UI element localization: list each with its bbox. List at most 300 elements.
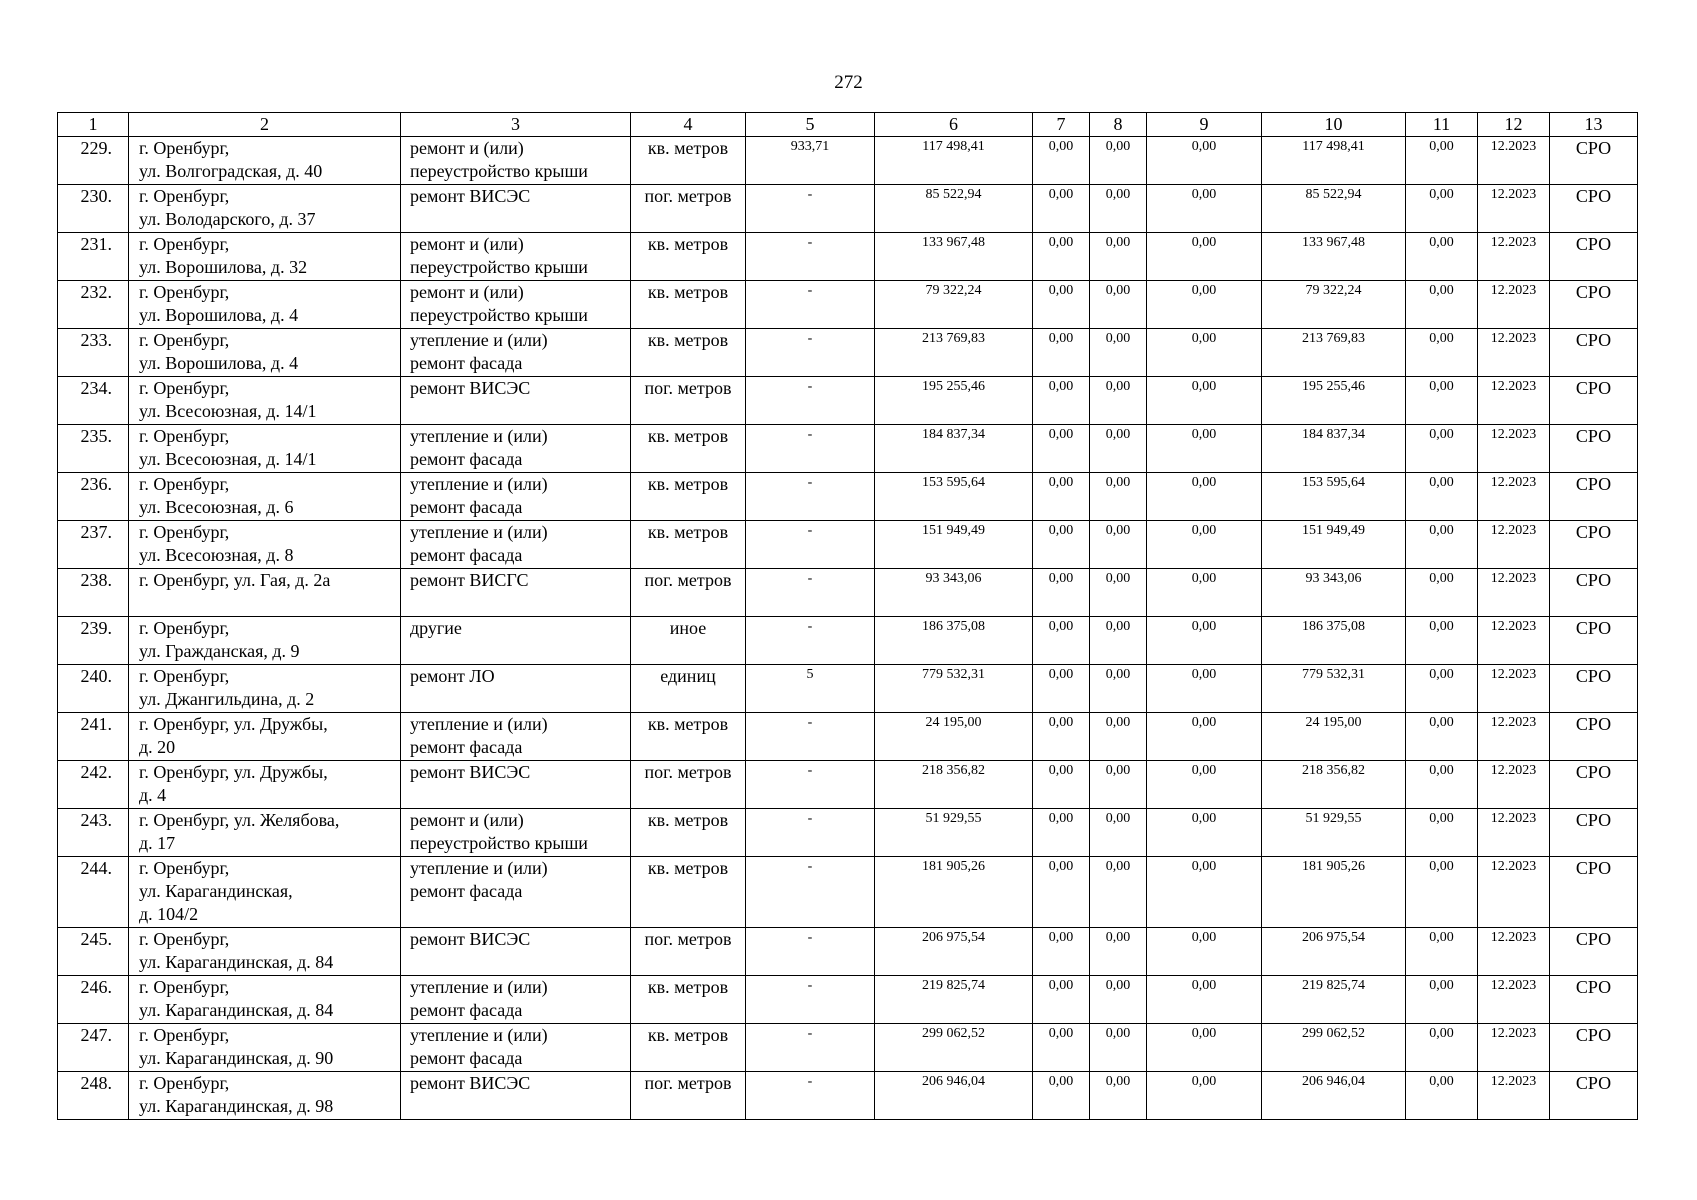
column-header-8: 8 [1090,113,1147,137]
col10-cell: 779 532,31 [1262,665,1406,713]
work-type-cell-line: утепление и (или) [410,858,548,878]
unit-cell: пог. метров [631,928,746,976]
quantity-cell: - [746,976,875,1024]
row-number: 236. [58,473,129,521]
deadline-cell: 12.2023 [1478,809,1550,857]
col11-cell: 0,00 [1406,233,1478,281]
deadline-cell: 12.2023 [1478,473,1550,521]
work-type-cell-line: другие [410,618,462,638]
col8-cell: 0,00 [1090,569,1147,617]
source-cell: СРО [1550,809,1638,857]
deadline-cell: 12.2023 [1478,569,1550,617]
col7-cell: 0,00 [1033,809,1090,857]
total-cost-cell: 218 356,82 [875,761,1033,809]
total-cost-cell: 153 595,64 [875,473,1033,521]
col9-cell: 0,00 [1147,617,1262,665]
quantity-cell: - [746,473,875,521]
address-cell [129,233,401,281]
row-number: 237. [58,521,129,569]
address-cell-line: г. Оренбург, ул. Гая, д. 2а [139,570,331,590]
work-type-cell-line: ремонт и (или) [410,282,524,302]
address-cell [129,809,401,857]
work-type-cell-line: утепление и (или) [410,522,548,542]
address-cell [129,521,401,569]
table-row [58,377,1638,425]
quantity-cell: - [746,809,875,857]
row-number: 243. [58,809,129,857]
column-header-12: 12 [1478,113,1550,137]
col11-cell: 0,00 [1406,1072,1478,1120]
work-type-cell [401,713,631,761]
program-table [57,112,1638,1120]
col8-cell: 0,00 [1090,473,1147,521]
total-cost-cell: 206 946,04 [875,1072,1033,1120]
work-type-cell-line: переустройство крыши [410,305,588,325]
col10-cell: 299 062,52 [1262,1024,1406,1072]
deadline-cell: 12.2023 [1478,137,1550,185]
col9-cell: 0,00 [1147,377,1262,425]
col9-cell: 0,00 [1147,857,1262,928]
work-type-cell [401,137,631,185]
col11-cell: 0,00 [1406,569,1478,617]
unit-cell: кв. метров [631,281,746,329]
work-type-cell-line: переустройство крыши [410,833,588,853]
deadline-cell: 12.2023 [1478,281,1550,329]
col11-cell: 0,00 [1406,857,1478,928]
quantity-cell: - [746,569,875,617]
col11-cell: 0,00 [1406,281,1478,329]
address-cell-line: г. Оренбург, [139,330,230,350]
total-cost-cell: 85 522,94 [875,185,1033,233]
quantity-cell: - [746,329,875,377]
address-cell [129,185,401,233]
col10-cell: 79 322,24 [1262,281,1406,329]
total-cost-cell: 213 769,83 [875,329,1033,377]
row-number: 231. [58,233,129,281]
table-row [58,281,1638,329]
work-type-cell [401,1024,631,1072]
work-type-cell [401,617,631,665]
work-type-cell-line: ремонт ВИСГС [410,570,529,590]
col7-cell: 0,00 [1033,137,1090,185]
col11-cell: 0,00 [1406,809,1478,857]
work-type-cell [401,521,631,569]
col10-cell: 151 949,49 [1262,521,1406,569]
col7-cell: 0,00 [1033,857,1090,928]
col7-cell: 0,00 [1033,761,1090,809]
address-cell-line: ул. Ворошилова, д. 4 [139,353,299,373]
quantity-cell: - [746,185,875,233]
col8-cell: 0,00 [1090,809,1147,857]
col7-cell: 0,00 [1033,473,1090,521]
work-type-cell [401,857,631,928]
deadline-cell: 12.2023 [1478,377,1550,425]
address-cell-line: г. Оренбург, [139,474,230,494]
deadline-cell: 12.2023 [1478,185,1550,233]
col11-cell: 0,00 [1406,329,1478,377]
address-cell-line: г. Оренбург, [139,234,230,254]
deadline-cell: 12.2023 [1478,761,1550,809]
col9-cell: 0,00 [1147,137,1262,185]
work-type-cell [401,809,631,857]
col7-cell: 0,00 [1033,377,1090,425]
col11-cell: 0,00 [1406,617,1478,665]
col10-cell: 206 946,04 [1262,1072,1406,1120]
total-cost-cell: 219 825,74 [875,976,1033,1024]
col9-cell: 0,00 [1147,473,1262,521]
address-cell-line: ул. Всесоюзная, д. 14/1 [139,401,317,421]
deadline-cell: 12.2023 [1478,521,1550,569]
table-row [58,976,1638,1024]
col11-cell: 0,00 [1406,425,1478,473]
unit-cell: кв. метров [631,976,746,1024]
column-header-10: 10 [1262,113,1406,137]
source-cell: СРО [1550,761,1638,809]
work-type-cell-line: ремонт фасада [410,353,523,373]
address-cell [129,329,401,377]
source-cell: СРО [1550,976,1638,1024]
col9-cell: 0,00 [1147,665,1262,713]
work-type-cell-line: переустройство крыши [410,257,588,277]
address-cell-line: г. Оренбург, [139,1073,230,1093]
table-row [58,809,1638,857]
col9-cell: 0,00 [1147,1024,1262,1072]
deadline-cell: 12.2023 [1478,617,1550,665]
address-cell-line: ул. Карагандинская, д. 84 [139,952,334,972]
quantity-cell: - [746,281,875,329]
work-type-cell-line: ремонт ВИСЭС [410,1073,531,1093]
row-number: 244. [58,857,129,928]
col10-cell: 186 375,08 [1262,617,1406,665]
col7-cell: 0,00 [1033,713,1090,761]
work-type-cell-line: ремонт фасада [410,1048,523,1068]
unit-cell: кв. метров [631,857,746,928]
quantity-cell: - [746,377,875,425]
col8-cell: 0,00 [1090,329,1147,377]
total-cost-cell: 117 498,41 [875,137,1033,185]
address-cell [129,761,401,809]
total-cost-cell: 133 967,48 [875,233,1033,281]
address-cell-line: ул. Всесоюзная, д. 8 [139,545,294,565]
address-cell-line: ул. Ворошилова, д. 32 [139,257,308,277]
row-number: 238. [58,569,129,617]
quantity-cell: - [746,928,875,976]
address-cell-line: г. Оренбург, ул. Дружбы, [139,714,328,734]
unit-cell: иное [631,617,746,665]
address-cell-line: ул. Володарского, д. 37 [139,209,316,229]
col7-cell: 0,00 [1033,1072,1090,1120]
source-cell: СРО [1550,137,1638,185]
source-cell: СРО [1550,185,1638,233]
col10-cell: 93 343,06 [1262,569,1406,617]
quantity-cell: 933,71 [746,137,875,185]
work-type-cell [401,976,631,1024]
address-cell-line: г. Оренбург, [139,378,230,398]
source-cell: СРО [1550,1024,1638,1072]
col9-cell: 0,00 [1147,185,1262,233]
source-cell: СРО [1550,473,1638,521]
work-type-cell-line: утепление и (или) [410,1025,548,1045]
col7-cell: 0,00 [1033,521,1090,569]
work-type-cell-line: ремонт ВИСЭС [410,378,531,398]
address-cell-line: ул. Карагандинская, д. 98 [139,1096,334,1116]
source-cell: СРО [1550,281,1638,329]
row-number: 234. [58,377,129,425]
col10-cell: 24 195,00 [1262,713,1406,761]
col8-cell: 0,00 [1090,976,1147,1024]
address-cell-line: ул. Гражданская, д. 9 [139,641,300,661]
header-row [58,113,1638,137]
col7-cell: 0,00 [1033,425,1090,473]
row-number: 241. [58,713,129,761]
total-cost-cell: 184 837,34 [875,425,1033,473]
work-type-cell-line: ремонт и (или) [410,234,524,254]
total-cost-cell: 51 929,55 [875,809,1033,857]
column-header-5: 5 [746,113,875,137]
address-cell-line: ул. Карагандинская, [139,881,293,901]
quantity-cell: - [746,521,875,569]
deadline-cell: 12.2023 [1478,928,1550,976]
col11-cell: 0,00 [1406,761,1478,809]
unit-cell: кв. метров [631,713,746,761]
col7-cell: 0,00 [1033,928,1090,976]
source-cell: СРО [1550,569,1638,617]
source-cell: СРО [1550,377,1638,425]
col9-cell: 0,00 [1147,569,1262,617]
quantity-cell: - [746,1024,875,1072]
deadline-cell: 12.2023 [1478,425,1550,473]
address-cell-line: ул. Волгоградская, д. 40 [139,161,323,181]
col7-cell: 0,00 [1033,976,1090,1024]
total-cost-cell: 206 975,54 [875,928,1033,976]
col8-cell: 0,00 [1090,713,1147,761]
col9-cell: 0,00 [1147,928,1262,976]
column-header-7: 7 [1033,113,1090,137]
work-type-cell-line: утепление и (или) [410,474,548,494]
row-number: 247. [58,1024,129,1072]
col8-cell: 0,00 [1090,1024,1147,1072]
unit-cell: кв. метров [631,1024,746,1072]
quantity-cell: - [746,1072,875,1120]
address-cell-line: г. Оренбург, [139,1025,230,1045]
source-cell: СРО [1550,233,1638,281]
work-type-cell-line: ремонт фасада [410,449,523,469]
column-header-1: 1 [58,113,129,137]
total-cost-cell: 151 949,49 [875,521,1033,569]
address-cell-line: г. Оренбург, [139,426,230,446]
work-type-cell-line: ремонт ЛО [410,666,495,686]
col11-cell: 0,00 [1406,976,1478,1024]
unit-cell: кв. метров [631,233,746,281]
unit-cell: кв. метров [631,473,746,521]
col10-cell: 85 522,94 [1262,185,1406,233]
col8-cell: 0,00 [1090,1072,1147,1120]
address-cell [129,473,401,521]
col11-cell: 0,00 [1406,377,1478,425]
address-cell-line: д. 4 [139,785,167,805]
row-number: 248. [58,1072,129,1120]
address-cell [129,976,401,1024]
deadline-cell: 12.2023 [1478,329,1550,377]
col10-cell: 181 905,26 [1262,857,1406,928]
col7-cell: 0,00 [1033,281,1090,329]
col10-cell: 218 356,82 [1262,761,1406,809]
address-cell [129,569,401,617]
work-type-cell-line: ремонт фасада [410,1000,523,1020]
table-row [58,617,1638,665]
deadline-cell: 12.2023 [1478,665,1550,713]
work-type-cell-line: ремонт фасада [410,737,523,757]
col10-cell: 51 929,55 [1262,809,1406,857]
col8-cell: 0,00 [1090,377,1147,425]
table-row [58,473,1638,521]
address-cell-line: г. Оренбург, [139,858,230,878]
column-header-4: 4 [631,113,746,137]
address-cell-line: д. 17 [139,833,176,853]
unit-cell: пог. метров [631,1072,746,1120]
col8-cell: 0,00 [1090,425,1147,473]
address-cell-line: ул. Карагандинская, д. 90 [139,1048,334,1068]
row-number: 229. [58,137,129,185]
table-row [58,928,1638,976]
table-row [58,137,1638,185]
col7-cell: 0,00 [1033,233,1090,281]
table-row [58,761,1638,809]
source-cell: СРО [1550,425,1638,473]
col8-cell: 0,00 [1090,521,1147,569]
table-row [58,713,1638,761]
col7-cell: 0,00 [1033,329,1090,377]
col9-cell: 0,00 [1147,329,1262,377]
column-header-2: 2 [129,113,401,137]
address-cell [129,617,401,665]
quantity-cell: - [746,425,875,473]
quantity-cell: - [746,857,875,928]
work-type-cell-line: ремонт ВИСЭС [410,762,531,782]
deadline-cell: 12.2023 [1478,857,1550,928]
address-cell-line: д. 104/2 [139,904,199,924]
total-cost-cell: 195 255,46 [875,377,1033,425]
address-cell [129,137,401,185]
address-cell-line: д. 20 [139,737,176,757]
work-type-cell [401,569,631,617]
deadline-cell: 12.2023 [1478,1072,1550,1120]
address-cell [129,713,401,761]
col7-cell: 0,00 [1033,1024,1090,1072]
work-type-cell [401,377,631,425]
col9-cell: 0,00 [1147,976,1262,1024]
unit-cell: кв. метров [631,425,746,473]
col10-cell: 206 975,54 [1262,928,1406,976]
col9-cell: 0,00 [1147,233,1262,281]
row-number: 240. [58,665,129,713]
total-cost-cell: 93 343,06 [875,569,1033,617]
col8-cell: 0,00 [1090,928,1147,976]
col10-cell: 133 967,48 [1262,233,1406,281]
col8-cell: 0,00 [1090,857,1147,928]
address-cell [129,665,401,713]
work-type-cell-line: ремонт и (или) [410,810,524,830]
total-cost-cell: 186 375,08 [875,617,1033,665]
col8-cell: 0,00 [1090,761,1147,809]
unit-cell: кв. метров [631,521,746,569]
row-number: 245. [58,928,129,976]
col8-cell: 0,00 [1090,233,1147,281]
work-type-cell [401,928,631,976]
work-type-cell [401,425,631,473]
unit-cell: пог. метров [631,377,746,425]
row-number: 239. [58,617,129,665]
table-row [58,1072,1638,1120]
source-cell: СРО [1550,329,1638,377]
source-cell: СРО [1550,521,1638,569]
col9-cell: 0,00 [1147,425,1262,473]
column-header-6: 6 [875,113,1033,137]
row-number: 230. [58,185,129,233]
col10-cell: 153 595,64 [1262,473,1406,521]
work-type-cell [401,281,631,329]
col9-cell: 0,00 [1147,1072,1262,1120]
total-cost-cell: 181 905,26 [875,857,1033,928]
address-cell [129,281,401,329]
col10-cell: 219 825,74 [1262,976,1406,1024]
col8-cell: 0,00 [1090,617,1147,665]
deadline-cell: 12.2023 [1478,1024,1550,1072]
address-cell-line: г. Оренбург, [139,618,230,638]
total-cost-cell: 79 322,24 [875,281,1033,329]
work-type-cell-line: ремонт фасада [410,497,523,517]
col9-cell: 0,00 [1147,521,1262,569]
col10-cell: 117 498,41 [1262,137,1406,185]
table-row [58,857,1638,928]
address-cell-line: г. Оренбург, ул. Дружбы, [139,762,328,782]
work-type-cell-line: ремонт фасада [410,545,523,565]
work-type-cell-line: утепление и (или) [410,426,548,446]
source-cell: СРО [1550,857,1638,928]
unit-cell: пог. метров [631,569,746,617]
col11-cell: 0,00 [1406,1024,1478,1072]
column-header-3: 3 [401,113,631,137]
work-type-cell [401,233,631,281]
work-type-cell [401,1072,631,1120]
col11-cell: 0,00 [1406,521,1478,569]
table-row [58,233,1638,281]
col7-cell: 0,00 [1033,569,1090,617]
row-number: 233. [58,329,129,377]
address-cell-line: г. Оренбург, [139,186,230,206]
unit-cell: пог. метров [631,761,746,809]
address-cell-line: ул. Джангильдина, д. 2 [139,689,315,709]
address-cell [129,1072,401,1120]
col11-cell: 0,00 [1406,473,1478,521]
total-cost-cell: 779 532,31 [875,665,1033,713]
work-type-cell [401,665,631,713]
col7-cell: 0,00 [1033,617,1090,665]
address-cell-line: г. Оренбург, [139,929,230,949]
col8-cell: 0,00 [1090,665,1147,713]
address-cell [129,928,401,976]
address-cell-line: г. Оренбург, [139,138,230,158]
col11-cell: 0,00 [1406,713,1478,761]
table-row [58,569,1638,617]
table-row [58,521,1638,569]
total-cost-cell: 24 195,00 [875,713,1033,761]
col11-cell: 0,00 [1406,665,1478,713]
col7-cell: 0,00 [1033,185,1090,233]
col10-cell: 195 255,46 [1262,377,1406,425]
col11-cell: 0,00 [1406,185,1478,233]
address-cell [129,425,401,473]
